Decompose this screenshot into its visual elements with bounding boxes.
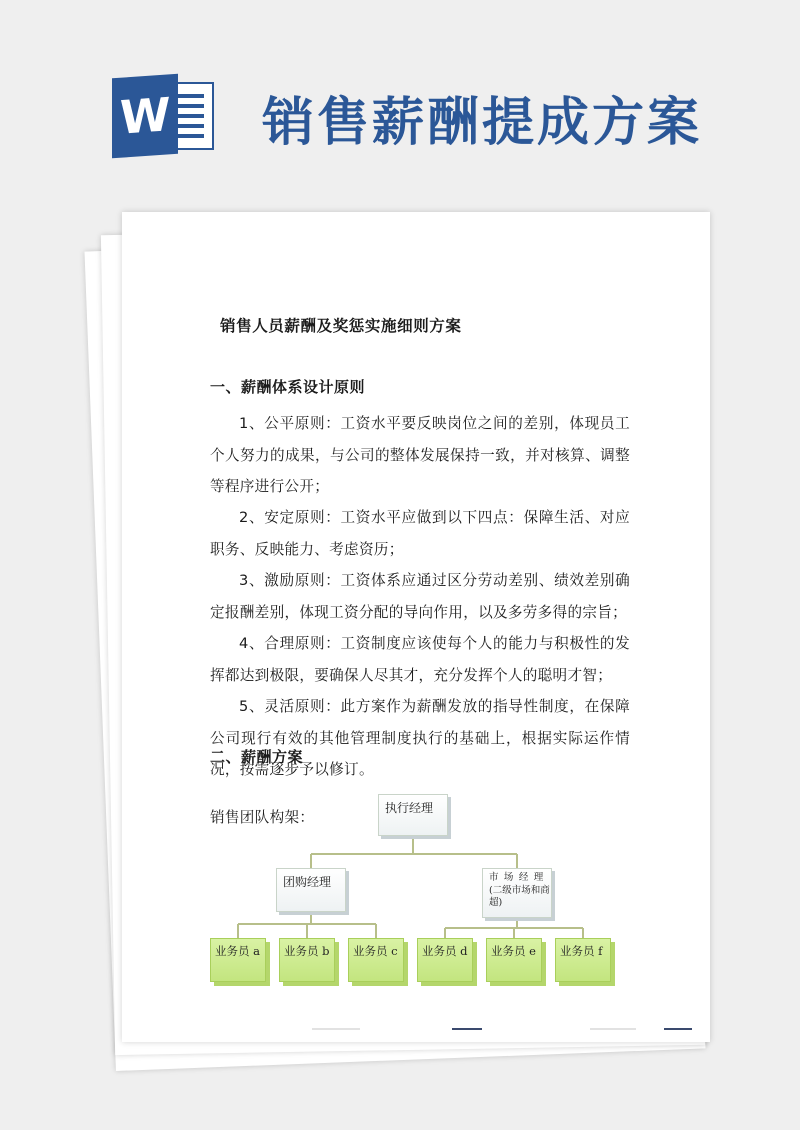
team-structure-label: 销售团队构架： — [210, 809, 315, 826]
paragraph-incentive: 3、激励原则：工资体系应通过区分劳动差别、绩效差别确定报酬差别，体现工资分配的导向作用，以及多劳多得的宗旨； — [210, 572, 630, 621]
org-node-salesperson-e: 业务员 e — [486, 938, 542, 982]
paragraph-flexibility: 5、灵活原则：此方案作为薪酬发放的指导性制度，在保障公司现行有效的其他管理制度执行的基础上，根据实际运作情况，按需逐步予以修订。 — [210, 698, 630, 778]
paragraph-stability: 2、安定原则：工资水平应做到以下四点：保障生活、对应职务、反映能力、考虑资历； — [210, 509, 630, 558]
document-title: 销售人员薪酬及奖惩实施细则方案 — [220, 317, 462, 335]
footer-mark — [590, 1028, 636, 1030]
page-header-title: 销售薪酬提成方案 — [262, 93, 703, 153]
footer-mark — [452, 1028, 482, 1030]
paragraph-rationality: 4、合理原则：工资制度应该使每个人的能力与积极性的发挥都达到极限，要确保人尽其才，充分发挥个人的聪明才智； — [210, 635, 630, 684]
word-document-icon — [112, 76, 216, 156]
org-node-salesperson-f: 业务员 f — [555, 938, 611, 982]
word-logo-tile: W — [112, 74, 178, 159]
section-heading-principles: 一、薪酬体系设计原则 — [210, 378, 366, 396]
org-node-salesperson-a: 业务员 a — [210, 938, 266, 982]
org-chart-connectors — [122, 212, 710, 1042]
paragraph-fairness: 1、公平原则：工资水平要反映岗位之间的差别，体现员工个人努力的成果，与公司的整体发展保持一致，并对核算、调整等程序进行公开； — [210, 415, 630, 495]
org-node-group-purchase-manager: 团购经理 — [276, 868, 346, 912]
org-node-salesperson-b: 业务员 b — [279, 938, 335, 982]
footer-mark — [664, 1028, 692, 1030]
market-manager-title: 市 场 经 理 — [489, 872, 545, 883]
org-node-salesperson-d: 业务员 d — [417, 938, 473, 982]
section-heading-compensation: 二、薪酬方案 — [210, 748, 304, 766]
org-node-market-manager — [482, 868, 552, 918]
org-node-salesperson-c: 业务员 c — [348, 938, 404, 982]
footer-mark — [312, 1028, 360, 1030]
org-node-executive-manager: 执行经理 — [378, 794, 448, 836]
document-page — [122, 212, 710, 1042]
market-manager-note: (二级市场和商超) — [489, 884, 550, 908]
